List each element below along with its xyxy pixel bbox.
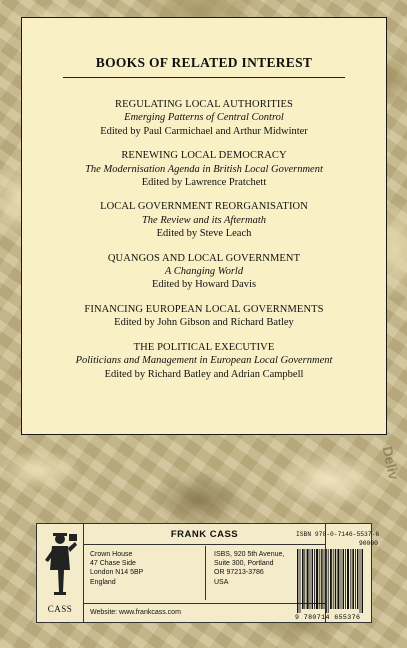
book-subtitle: The Modernisation Agenda in British Local Government: [85, 163, 323, 175]
book-subtitle: A Changing World: [164, 266, 244, 278]
address-line: ISBS, 920 5th Avenue,: [214, 551, 285, 558]
address-line: OR 97213-3786: [214, 569, 264, 577]
book-editors: Edited by Richard Batley and Adrian Campbell: [104, 368, 304, 380]
book-title: QUANGOS AND LOCAL GOVERNMENT: [107, 252, 301, 264]
isbn-label: ISBN 978-0-7146-5537-6: [296, 531, 380, 538]
book-editors: Edited by Lawrence Pratchett: [141, 177, 267, 189]
book-editors: Edited by Paul Carmichael and Arthur Midwinter: [100, 125, 308, 137]
book-entry: [22, 303, 386, 330]
book-entry: [22, 341, 386, 381]
address-line: 47 Chase Side: [90, 560, 136, 568]
heading-rule: [63, 77, 345, 78]
logo-text: CASS: [47, 604, 73, 614]
website-link[interactable]: Website: www.frankcass.com: [84, 603, 325, 622]
address-line: England: [90, 578, 116, 586]
book-title: RENEWING LOCAL DEMOCRACY: [121, 150, 287, 162]
book-subtitle: Emerging Patterns of Central Control: [124, 112, 284, 124]
book-subtitle: Politicians and Management in European Local Government: [75, 355, 333, 367]
cass-figure-icon: [42, 530, 78, 602]
panel-heading: BOOKS OF RELATED INTEREST: [95, 55, 313, 70]
us-address: [205, 546, 284, 600]
book-entry: [22, 200, 386, 240]
book-title: FINANCING EUROPEAN LOCAL GOVERNMENTS: [84, 303, 324, 315]
uk-address: [90, 550, 143, 587]
address-line: London N14 5BP: [90, 569, 144, 577]
price-code: 90000: [359, 540, 378, 547]
publisher-logo: [37, 524, 84, 622]
book-editors: Edited by Steve Leach: [156, 228, 252, 240]
publisher-name: FRANK CASS: [84, 524, 325, 545]
book-entry: [22, 149, 386, 189]
background-print-text: Deliv: [379, 444, 403, 482]
book-entry: [22, 98, 386, 138]
book-title: THE POLITICAL EXECUTIVE: [133, 341, 275, 353]
barcode-icon: [297, 549, 367, 613]
address-line: USA: [214, 578, 229, 586]
address-line: Suite 300, Portland: [214, 560, 274, 568]
book-subtitle: The Review and its Aftermath: [141, 214, 267, 226]
book-title: LOCAL GOVERNMENT REORGANISATION: [100, 201, 308, 213]
book-list: [22, 98, 386, 381]
book-title: REGULATING LOCAL AUTHORITIES: [115, 99, 293, 110]
book-editors: Edited by John Gibson and Richard Batley: [114, 317, 294, 329]
book-entry: [22, 252, 386, 292]
book-editors: Edited by Howard Davis: [151, 279, 257, 291]
related-books-panel: [21, 17, 387, 435]
barcode-number: 9 780714 655376: [295, 614, 361, 621]
address-line: Crown House: [90, 551, 133, 558]
